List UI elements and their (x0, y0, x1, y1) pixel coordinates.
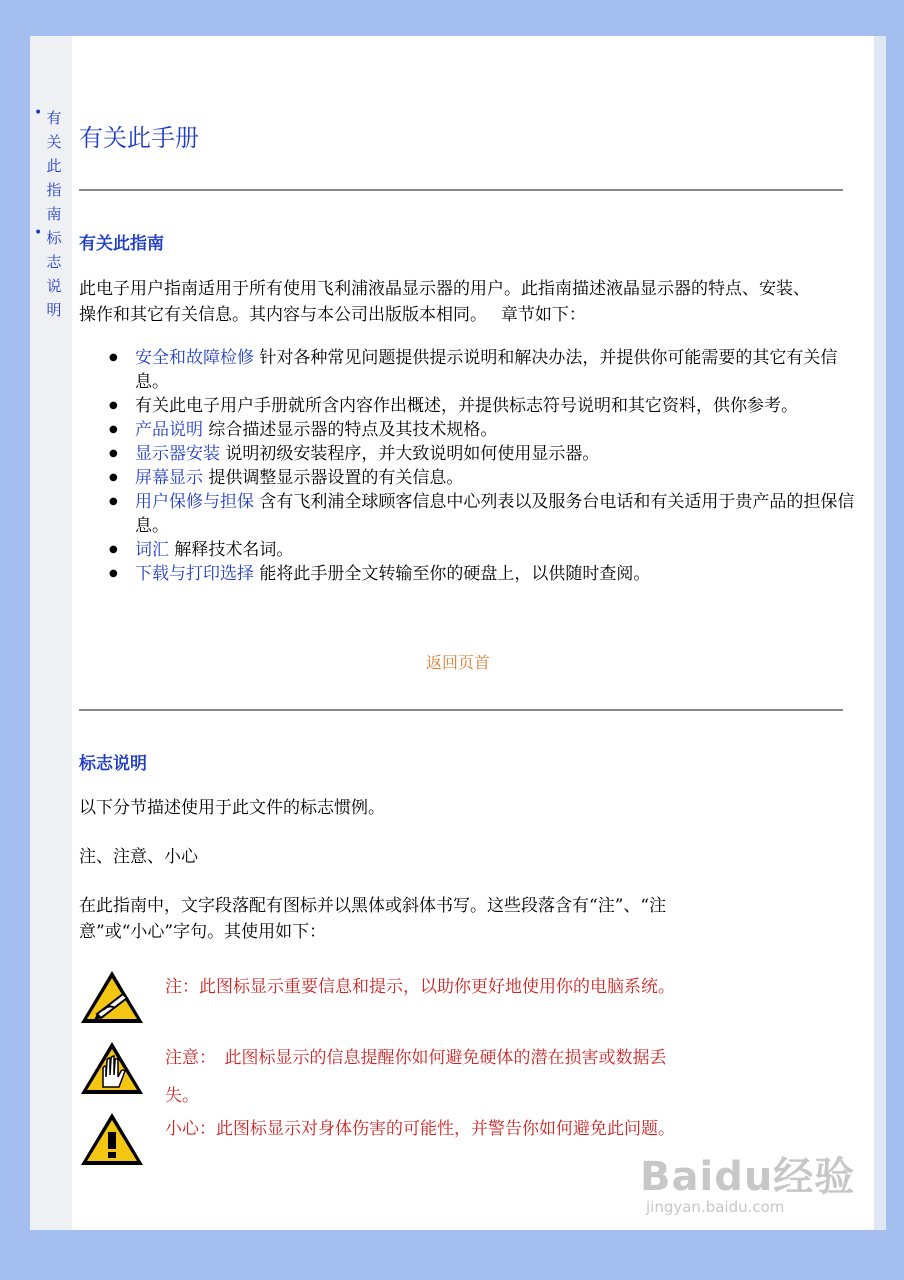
divider (79, 709, 843, 711)
about-intro: 此电子用户指南适用于所有使用飞利浦液晶显示器的用户。此指南描述液晶显示器的特点、安装、操作和其它有关信息。其内容与本公司出版版本相同。 章节如下： (79, 279, 810, 325)
document-page (30, 36, 874, 1230)
link-osd[interactable]: 屏幕显示 (135, 468, 203, 488)
notation-intro: 以下分节描述使用于此文件的标志惯例。 (79, 798, 385, 818)
list-item-text: 综合描述显示器的特点及其技术规格。 (203, 420, 498, 440)
list-item-text: 有关此电子用户手册就所含内容作出概述，并提供标志符号说明和其它资料，供你参考。 (135, 396, 798, 416)
attention-hand-icon (79, 1039, 145, 1099)
link-product-info[interactable]: 产品说明 (135, 420, 203, 440)
page-title: 有关此手册 (79, 124, 199, 152)
watermark-logo: Baidu经验 (640, 1154, 856, 1200)
list-item (135, 394, 869, 418)
list-item-text: 能将此手册全文转输至你的硬盘上，以供随时查阅。 (254, 564, 651, 584)
list-item-text: 提供调整显示器设置的有关信息。 (203, 468, 464, 488)
page-edge (874, 36, 886, 1230)
link-glossary[interactable]: 词汇 (135, 540, 169, 560)
divider (79, 189, 843, 191)
notation-subheading: 注、注意、小心 (79, 847, 198, 867)
sidebar-item-label[interactable]: 有关此指南 (46, 109, 62, 223)
link-monitor-install[interactable]: 显示器安装 (135, 444, 220, 464)
list-item (135, 538, 869, 562)
bullet-icon: • (34, 225, 43, 241)
bullet-icon: • (34, 105, 43, 121)
list-item-text: 说明初级安装程序，并大致说明如何使用显示器。 (220, 444, 600, 464)
list-item (135, 490, 869, 538)
section-heading-about: 有关此指南 (79, 234, 164, 254)
back-to-top-link[interactable]: 返回页首 (426, 653, 491, 672)
list-item (135, 346, 869, 394)
note-pencil-icon (79, 968, 145, 1028)
list-item-text: 针对各种常见问题提供提示说明和解决办法，并提供你可能需要的其它有关信息。 (135, 348, 838, 392)
list-item (135, 418, 869, 442)
notice-text: 小心：此图标显示对身体伤害的可能性，并警告你如何避免此问题。 (165, 1119, 675, 1139)
link-safety-troubleshooting[interactable]: 安全和故障检修 (135, 348, 254, 368)
list-item (135, 466, 869, 490)
sidebar-item-notation[interactable] (34, 226, 68, 322)
link-download-print[interactable]: 下载与打印选择 (135, 564, 254, 584)
sidebar (30, 36, 72, 1230)
list-item (135, 442, 869, 466)
link-warranty[interactable]: 用户保修与担保 (135, 492, 254, 512)
list-item-text: 含有飞利浦全球顾客信息中心列表以及服务台电话和有关适用于贵产品的担保信息。 (135, 492, 855, 536)
notice-text: 注：此图标显示重要信息和提示，以助你更好地使用你的电脑系统。 (165, 977, 675, 997)
list-item-text: 解释技术名词。 (169, 540, 294, 560)
sidebar-item-about-guide[interactable] (34, 106, 68, 226)
baidu-watermark (640, 1145, 870, 1235)
sidebar-item-label[interactable]: 标志说明 (46, 229, 62, 319)
list-item (135, 562, 869, 586)
notation-description: 在此指南中，文字段落配有图标并以黑体或斜体书写。这些段落含有“注”、“注意”或“小心”字句。其使用如下： (79, 896, 667, 942)
watermark-url: jingyan.baidu.com (646, 1198, 785, 1216)
notice-text: 注意： 此图标显示的信息提醒你如何避免硬体的潜在损害或数据丢失。 (165, 1048, 667, 1106)
section-heading-notation: 标志说明 (79, 754, 147, 774)
caution-exclamation-icon (79, 1110, 145, 1170)
chapter-list (109, 346, 869, 586)
